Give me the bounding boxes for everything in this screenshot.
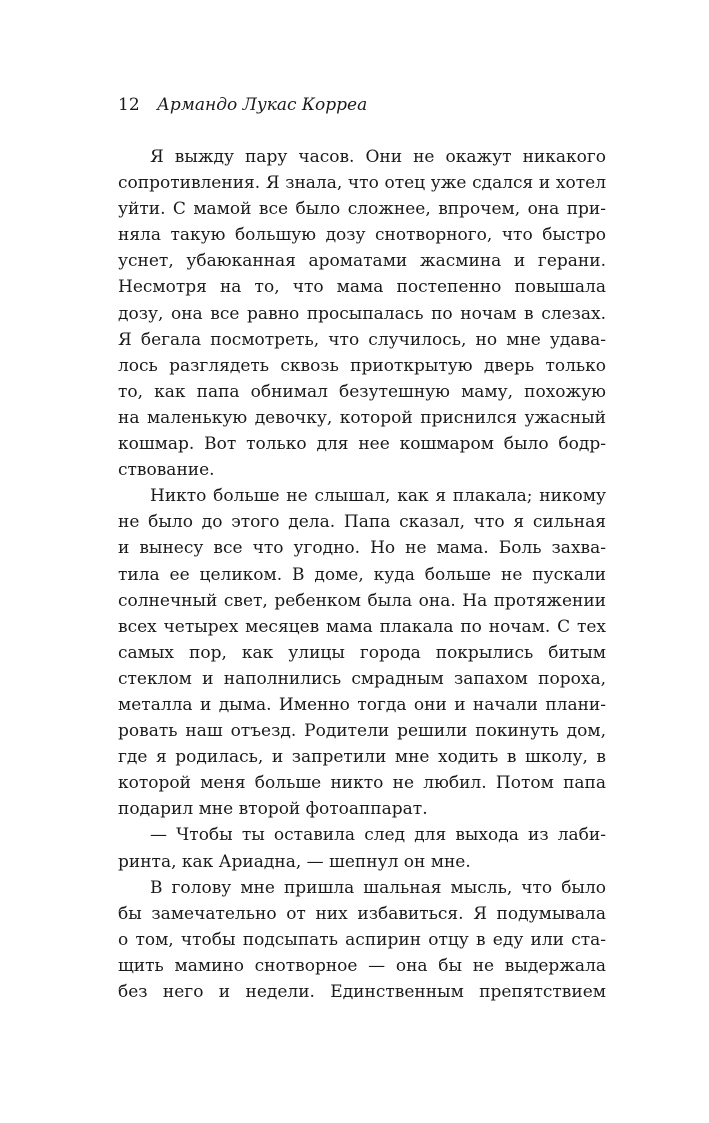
text-line: на маленькую девочку, которой приснился ужасный (118, 407, 606, 428)
text-line: то, как папа обнимал безутешную маму, похожую (118, 381, 606, 402)
text-line: ровать наш отъезд. Родители решили покинуть дом, (118, 721, 606, 742)
text-line: металла и дыма. Именно тогда они и начали плани- (118, 694, 606, 715)
running-head (118, 92, 367, 118)
text-line: Несмотря на то, что мама постепенно повышала (118, 277, 606, 298)
text-line: — Чтобы ты оставила след для выхода из лаби- (150, 825, 606, 846)
body-text (118, 144, 606, 1005)
text-line: сопротивления. Я знала, что отец уже сдался и хотел (118, 173, 606, 194)
text-line: солнечный свет, ребенком была она. На протяжении (118, 590, 606, 611)
text-line: без него и недели. Единственным препятствием (118, 982, 606, 1002)
text-line: Я бегала посмотреть, что случилось, но мне удава- (118, 329, 606, 350)
text-line: уйти. С мамой все было сложнее, впрочем, она при- (118, 199, 606, 220)
text-line: не было до этого дела. Папа сказал, что я сильная (118, 512, 606, 533)
text-line: и вынесу все что угодно. Но не мама. Боль захва- (118, 538, 606, 559)
text-line: ствование. (118, 460, 215, 481)
text-line: няла такую большую дозу снотворного, что быстро (118, 225, 606, 246)
text-line: бы замечательно от них избавиться. Я подумывала (118, 903, 606, 924)
text-line: подарил мне второй фотоаппарат. (118, 799, 428, 820)
text-line: стеклом и наполнились смрадным запахом пороха, (118, 668, 606, 689)
text-line: В голову мне пришла шальная мысль, что было (150, 877, 606, 898)
text-line: кошмар. Вот только для нее кошмаром было бодр- (118, 434, 606, 455)
text-line: ринта, как Ариадна, — шепнул он мне. (118, 851, 471, 872)
author-name: Армандо Лукас Корреа (157, 95, 368, 115)
text-line: где я родилась, и запретили мне ходить в школу, в (118, 747, 606, 768)
text-line: уснет, убаюканная ароматами жасмина и герани. (118, 251, 606, 272)
text-line: которой меня больше никто не любил. Потом папа (118, 773, 606, 794)
page-number: 12 (118, 95, 140, 115)
text-line: всех четырех месяцев мама плакала по ночам. С тех (118, 616, 606, 637)
text-line: о том, чтобы подсыпать аспирин отцу в еду или ста- (118, 929, 606, 950)
text-line: тила ее целиком. В доме, куда больше не пускали (118, 564, 606, 585)
text-line: щить мамино снотворное — она бы не выдержала (118, 955, 606, 976)
text-line: лось разглядеть сквозь приоткрытую дверь только (118, 355, 606, 376)
text-line: Я выжду пару часов. Они не окажут никакого (150, 147, 606, 167)
text-line: Никто больше не слышал, как я плакала; никому (150, 486, 606, 507)
text-line: самых пор, как улицы города покрылись битым (118, 642, 606, 663)
text-line: дозу, она все равно просыпалась по ночам в слезах. (118, 303, 606, 324)
